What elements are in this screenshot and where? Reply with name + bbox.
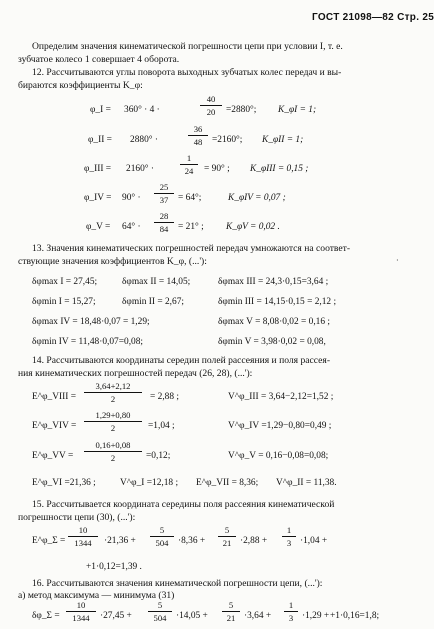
phi-1-result: =2880°; xyxy=(226,105,257,115)
section-12-line-2: бираются коэффициенты K_φ: xyxy=(18,80,143,91)
phi-5-lhs: φ_V = xyxy=(86,222,111,232)
intro-line-2: зубчатое колесо 1 совершает 4 оборота. xyxy=(18,54,180,65)
s14-e1-result: = 2,88 ; xyxy=(150,392,179,402)
s15-frac-2: 5 504 xyxy=(150,525,174,548)
s15-frac-3: 5 21 xyxy=(218,525,236,548)
s16-term-2: ·14,05 + xyxy=(176,611,208,621)
phi-2-result: =2160°; xyxy=(212,135,243,145)
s13-r4-c1: δφmin IV = 11,48·0,07=0,08; xyxy=(32,337,144,347)
phi-5-k: K_φV = 0,02 . xyxy=(226,222,280,232)
phi-1-lhs: φ_I = xyxy=(90,105,111,115)
section-15-line-1: 15. Рассчитывается координата середины поля рассеяния кинематической xyxy=(32,499,335,510)
s16-continuation: +1·0,16=1,8; xyxy=(330,611,380,621)
section-15-line-2: погрешности цепи (30), (...'): xyxy=(18,512,136,523)
s16-term-4: ·1,29 + xyxy=(302,611,330,621)
section-12-line-1: 12. Рассчитываются углы поворота выходных зубчатых колес передач и вы- xyxy=(32,67,342,78)
phi-2-k: K_φII = 1; xyxy=(262,135,304,145)
phi-3-k: K_φIII = 0,15 ; xyxy=(250,164,309,174)
s14-e2-result: =1,04 ; xyxy=(148,421,175,431)
phi-1-fraction: 40 20 xyxy=(200,94,222,117)
s14-e3-fraction: 0,16+0,08 2 xyxy=(84,440,142,463)
phi-1-pre: 360° · 4 · xyxy=(124,105,160,115)
s16-frac-2: 5 504 xyxy=(148,600,172,623)
s15-frac-4: 1 3 xyxy=(282,525,296,548)
s13-r3-c2: δφmax V = 8,08·0,02 = 0,16 ; xyxy=(218,317,330,327)
s13-r1-c2: δφmax II = 14,05; xyxy=(122,277,191,287)
s15-continuation: +1·0,12=1,39 . xyxy=(86,562,142,572)
phi-2-lhs: φ_II = xyxy=(88,135,112,145)
s13-r1-c3: δφmax III = 24,3·0,15=3,64 ; xyxy=(218,277,329,287)
section-13-line-2: ствующие значения коэффициентов K_φ, (...'): xyxy=(18,256,207,267)
s14-e1-lhs: E^φ_VIII = xyxy=(32,392,76,402)
phi-2-fraction: 36 48 xyxy=(188,124,208,147)
s15-lhs: E^φ_Σ = xyxy=(32,536,66,546)
section-16-line-2: а) метод максимума — минимума (31) xyxy=(18,590,175,601)
s16-frac-1: 10 1344 xyxy=(66,600,96,623)
section-14-line-2: ния кинематических погрешностей передач (26, 28), (...'): xyxy=(18,368,253,379)
s13-r2-c2: δφmin II = 2,67; xyxy=(122,297,184,307)
phi-5-pre: 64° · xyxy=(122,222,141,232)
s14-e1-fraction: 3,64+2,12 2 xyxy=(84,381,142,404)
phi-4-fraction: 25 37 xyxy=(154,182,174,205)
s13-r2-c1: δφmin I = 15,27; xyxy=(32,297,96,307)
s13-r4-c2: δφmin V = 3,98·0,02 = 0,08, xyxy=(218,337,326,347)
s15-frac-1: 10 1344 xyxy=(68,525,98,548)
intro-line-1: Определим значения кинематической погрешности цепи при условии I, т. е. xyxy=(32,41,343,52)
phi-4-result: = 64°; xyxy=(178,193,202,203)
s13-r2-c3: δφmin III = 14,15·0,15 = 2,12 ; xyxy=(218,297,337,307)
phi-5-result: = 21° ; xyxy=(178,222,204,232)
phi-1-k: K_φI = 1; xyxy=(278,105,317,115)
phi-5-fraction: 28 84 xyxy=(154,211,174,234)
phi-2-pre: 2880° · xyxy=(130,135,158,145)
s14-e3-v: V^φ_V = 0,16−0,08=0,08; xyxy=(228,451,329,461)
phi-4-lhs: φ_IV = xyxy=(84,193,112,203)
s13-r3-c1: δφmax IV = 18,48·0,07 = 1,29; xyxy=(32,317,150,327)
section-16-line-1: 16. Рассчитываются значения кинематической погрешности цепи, (...'): xyxy=(32,578,323,589)
phi-4-pre: 90° · xyxy=(122,193,141,203)
phi-3-fraction: 1 24 xyxy=(180,153,198,176)
s16-frac-3: 5 21 xyxy=(222,600,240,623)
s14-e2-fraction: 1,29+0,80 2 xyxy=(84,410,142,433)
margin-dot: · xyxy=(396,256,399,265)
s16-frac-4: 1 3 xyxy=(284,600,298,623)
s14-last-1: E^φ_VI =21,36 ; xyxy=(32,478,96,488)
phi-4-k: K_φIV = 0,07 ; xyxy=(228,193,286,203)
s14-e1-v: V^φ_III = 3,64−2,12=1,52 ; xyxy=(228,392,334,402)
s16-term-1: ·27,45 + xyxy=(100,611,132,621)
s16-lhs: δφ_Σ = xyxy=(32,611,60,621)
s15-term-4: ·1,04 + xyxy=(300,536,328,546)
s14-e3-lhs: E^φ_VV = xyxy=(32,451,74,461)
s14-last-3: E^φ_VII = 8,36; xyxy=(196,478,259,488)
s14-last-2: V^φ_I =12,18 ; xyxy=(120,478,179,488)
phi-3-lhs: φ_III = xyxy=(84,164,112,174)
s13-r1-c1: δφmax I = 27,45; xyxy=(32,277,98,287)
phi-3-pre: 2160° · xyxy=(126,164,154,174)
s14-last-4: V^φ_II = 11,38. xyxy=(276,478,337,488)
phi-3-result: = 90° ; xyxy=(204,164,230,174)
s14-e2-v: V^φ_IV =1,29−0,80=0,49 ; xyxy=(228,421,332,431)
s15-term-1: ·21,36 + xyxy=(104,536,136,546)
section-13-line-1: 13. Значения кинематических погрешностей передач умножаются на соответ- xyxy=(32,243,351,254)
s15-term-3: ·2,88 + xyxy=(240,536,268,546)
page-header: ГОСТ 21098—82 Стр. 25 xyxy=(312,12,434,23)
s15-term-2: ·8,36 + xyxy=(178,536,206,546)
section-14-line-1: 14. Рассчитываются координаты середин полей рассеяния и поля рассея- xyxy=(32,355,331,366)
s14-e2-lhs: E^φ_VIV = xyxy=(32,421,77,431)
s14-e3-result: =0,12; xyxy=(146,451,171,461)
s16-term-3: ·3,64 + xyxy=(244,611,272,621)
